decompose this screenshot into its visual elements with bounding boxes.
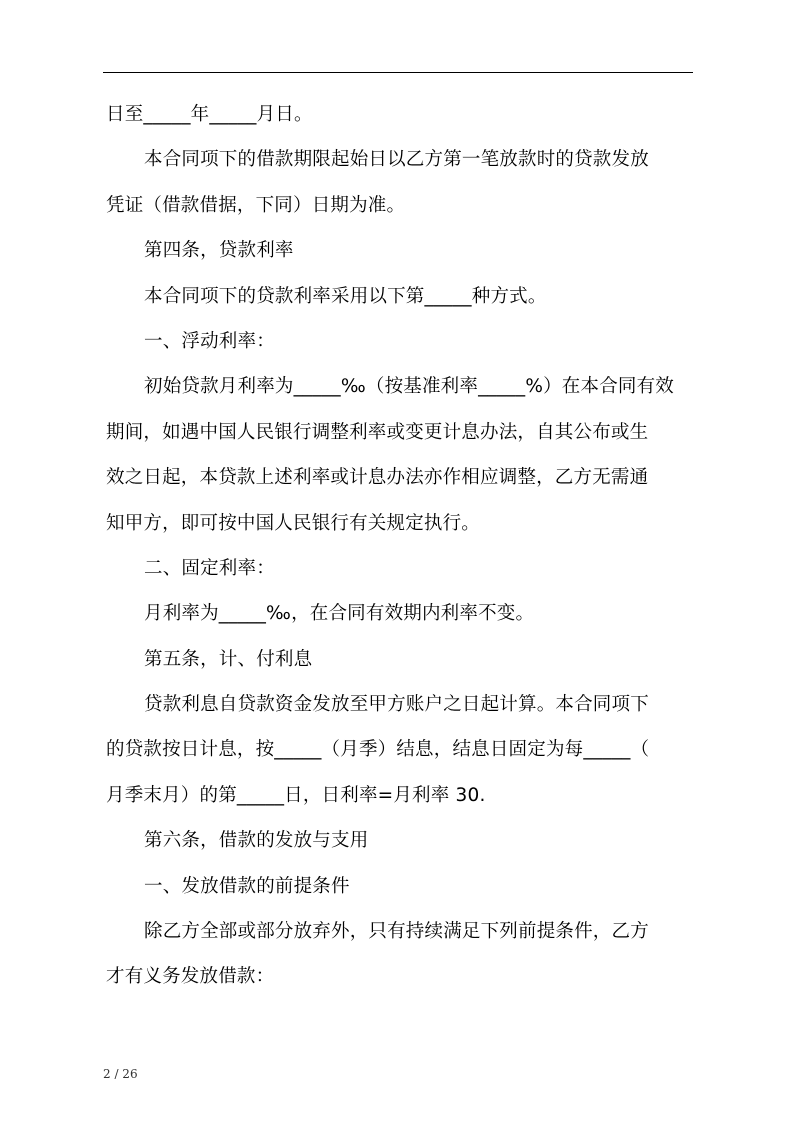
text-line: 除乙方全部或部分放弃外，只有持续满足下列前提条件，乙方 xyxy=(144,921,649,943)
text-line: 凭证（借款借据，下同）日期为准。 xyxy=(106,194,406,216)
page-number: 2 / 26 xyxy=(103,1067,138,1081)
text-line: 本合同项下的借款期限起始日以乙方第一笔放款时的贷款发放 xyxy=(144,149,649,171)
text-line: 二、固定利率： xyxy=(144,557,275,579)
document-body xyxy=(106,100,690,992)
text-line: 日至_____年_____月日。 xyxy=(106,104,313,125)
text-line: 贷款利息自贷款资金发放至甲方账户之日起计算。本合同项下 xyxy=(144,694,649,716)
text-line: 月利率为_____‰，在合同有效期内利率不变。 xyxy=(144,603,535,625)
text-line: 第五条，计、付利息 xyxy=(144,648,313,670)
text-line: 第四条，贷款利率 xyxy=(144,240,294,262)
text-line: 本合同项下的贷款利率采用以下第_____种方式。 xyxy=(144,285,547,307)
text-line: 期间，如遇中国人民银行调整利率或变更计息办法，自其公布或生 xyxy=(106,421,649,443)
text-line: 初始贷款月利率为_____‰（按基准利率_____%）在本合同有效 xyxy=(144,376,675,398)
header-rule xyxy=(103,72,693,73)
text-line: 才有义务发放借款： xyxy=(106,966,275,988)
text-line: 第六条，借款的发放与支用 xyxy=(144,830,369,852)
text-line: 一、浮动利率： xyxy=(144,330,275,352)
text-line: 月季末月）的第_____日，日利率=月利率 30. xyxy=(106,784,486,806)
text-line: 效之日起，本贷款上述利率或计息办法亦作相应调整，乙方无需通 xyxy=(106,467,649,489)
text-line: 的贷款按日计息，按_____（月季）结息，结息日固定为每_____（ xyxy=(106,739,650,761)
text-line: 知甲方，即可按中国人民银行有关规定执行。 xyxy=(106,512,481,534)
text-line: 一、发放借款的前提条件 xyxy=(144,875,350,897)
